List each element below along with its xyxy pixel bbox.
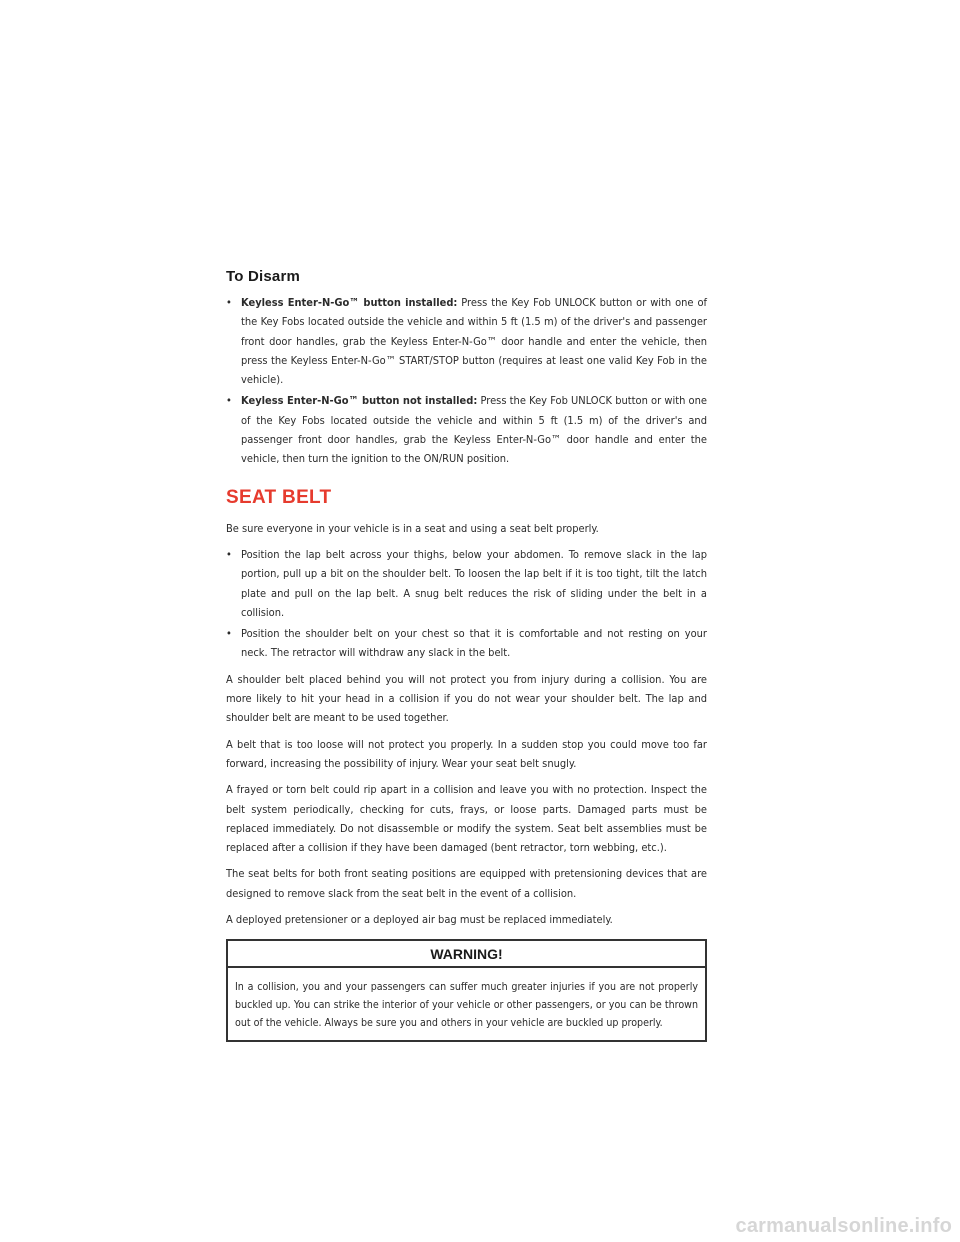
bullet-icon: • [226, 394, 232, 408]
bullet-icon: • [226, 547, 232, 561]
seat-belt-paragraph: The seat belts for both front seating positions are equipped with pretensioning devices that are designed to remove slack from the seat belt in the event of a collision. [226, 867, 707, 900]
seat-belt-paragraph: A frayed or torn belt could rip apart in a collision and leave you with no protection. Inspect the belt system periodically, checking for cuts, frays, or loose parts. Damaged parts must be replaced immediately. Do not disassemble or modify the system. Seat belt assemblies must be replaced after a collision if they have been damaged (bent retractor, torn webbing, etc.). [226, 783, 707, 855]
seat-belt-intro: Be sure everyone in your vehicle is in a seat and using a seat belt properly. [226, 521, 599, 535]
seat-belt-heading: SEAT BELT [226, 486, 332, 508]
warning-title: WARNING! [228, 941, 705, 968]
watermark-logo: carmanualsonline.info [735, 1215, 952, 1237]
seat-belt-paragraph: A deployed pretensioner or a deployed air bag must be replaced immediately. [226, 913, 613, 927]
bullet-icon: • [226, 627, 232, 641]
disarm-item-keyless-not-installed [226, 391, 707, 468]
seat-belt-bullet-text: Position the lap belt across your thighs, below your abdomen. To remove slack in the lap portion, pull up a bit on the shoulder belt. To loosen the lap belt if it is too tight, tilt the latch plate and pull on the lap belt. A snug belt reduces the risk of sliding under the belt in a collision. [241, 547, 707, 619]
seat-belt-bullet-text: Position the shoulder belt on your chest so that it is comfortable and not resting on your neck. The retractor will withdraw any slack in the belt. [241, 627, 707, 660]
disarm-item-keyless-installed [226, 293, 707, 389]
seat-belt-bullet-shoulder [226, 624, 707, 663]
disarm-item-lead: Keyless Enter-N-Go™ button installed: [241, 296, 458, 309]
disarm-item-lead: Keyless Enter-N-Go™ button not installed: [241, 394, 478, 408]
page-content [226, 268, 707, 1042]
to-disarm-heading: To Disarm [226, 268, 301, 285]
seat-belt-paragraph: A belt that is too loose will not protect you properly. In a sudden stop you could move too far forward, increasing the possibility of injury. Wear your seat belt snugly. [226, 737, 707, 770]
disarm-item-text: Press the Key Fob UNLOCK button or with one of the Key Fobs located outside the vehicle and within 5 ft (1.5 m) of the driver's and passenger front door handles, grab the Keyless Enter-N-Go™ door handle and enter the vehicle, then turn the ignition to the ON/RUN position. [241, 394, 707, 466]
seat-belt-paragraph: A shoulder belt placed behind you will not protect you from injury during a collision. You are more likely to hit your head in a collision if you do not wear your shoulder belt. The lap and shoulder belt are meant to be used together. [226, 672, 707, 725]
warning-text: In a collision, you and your passengers can suffer much greater injuries if you are not properly buckled up. You can strike the interior of your vehicle or other passengers, or you can be thrown out of the vehicle. Always be sure you and others in your vehicle are buckled up properly. [235, 981, 698, 1030]
disarm-item-text: Press the Key Fob UNLOCK button or with one of the Key Fobs located outside the vehicle and within 5 ft (1.5 m) of the driver's and passenger front door handles, grab the Keyless Enter-N-Go™ door handle and enter the vehicle, then press the Keyless Enter-N-Go™ START/STOP button (requires at least one valid Key Fob in the vehicle). [241, 296, 707, 387]
warning-box [226, 939, 707, 1042]
seat-belt-bullet-lap [226, 545, 707, 622]
bullet-icon: • [226, 296, 232, 309]
